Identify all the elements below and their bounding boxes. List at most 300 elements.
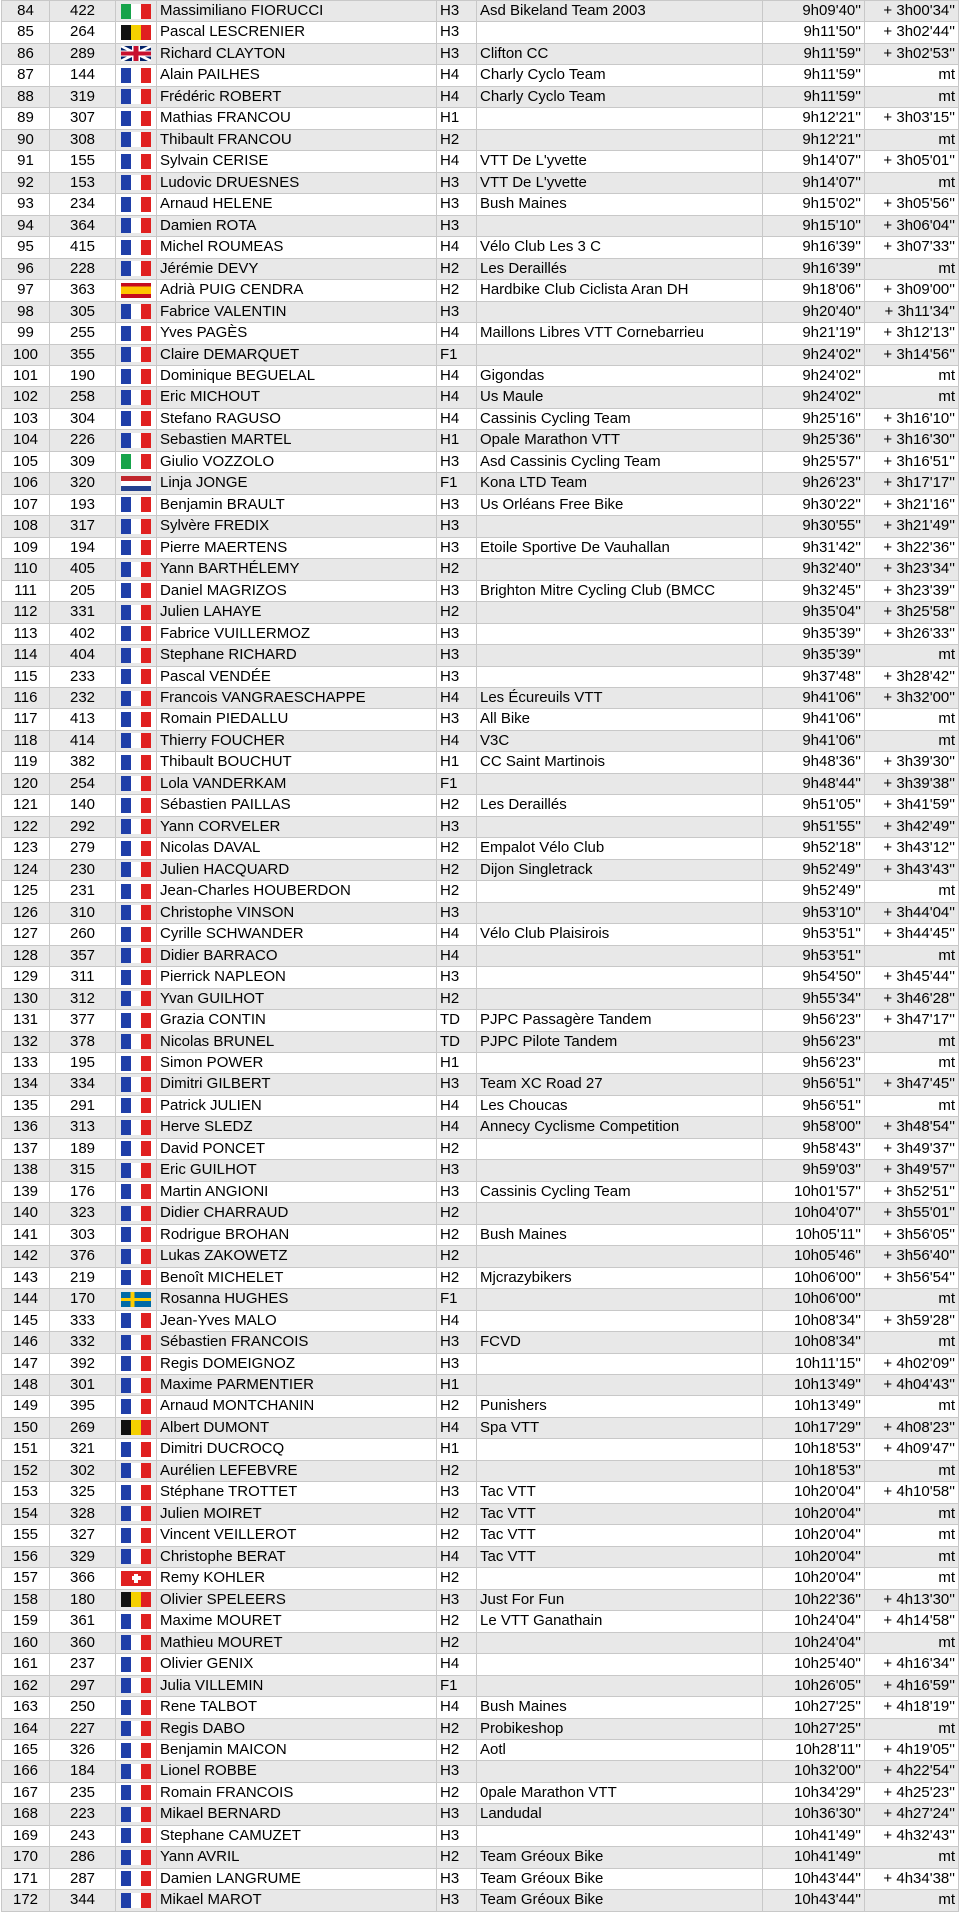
table-row [2,301,959,322]
rank-cell: 94 [2,215,50,236]
category-cell: H1 [437,1052,477,1073]
table-row [2,838,959,859]
table-row [2,108,959,129]
team-cell [477,22,763,43]
rider-name-cell: Thibault FRANCOU [157,129,437,150]
bib-cell: 297 [50,1675,116,1696]
rank-cell: 93 [2,194,50,215]
gap-cell: + 4h04'43'' [865,1375,959,1396]
category-cell: H3 [437,451,477,472]
time-cell: 9h11'59'' [763,43,865,64]
category-cell: H4 [437,945,477,966]
flag-fr-icon [121,1657,151,1672]
team-cell [477,1310,763,1331]
nationality-flag-cell [116,323,157,344]
bib-cell: 235 [50,1782,116,1803]
rider-name-cell: Pascal VENDÉE [157,666,437,687]
team-cell: VTT De L'yvette [477,172,763,193]
nationality-flag-cell [116,1804,157,1825]
rank-cell: 132 [2,1031,50,1052]
team-cell: Team Gréoux Bike [477,1890,763,1911]
rider-name-cell: Fabrice VALENTIN [157,301,437,322]
rank-cell: 168 [2,1804,50,1825]
table-row [2,559,959,580]
bib-cell: 415 [50,237,116,258]
bib-cell: 344 [50,1890,116,1911]
category-cell: F1 [437,1675,477,1696]
table-row [2,988,959,1009]
category-cell: H2 [437,1782,477,1803]
team-cell [477,1761,763,1782]
team-cell [477,666,763,687]
team-cell: Gigondas [477,365,763,386]
time-cell: 10h27'25'' [763,1697,865,1718]
time-cell: 9h25'16'' [763,408,865,429]
bib-cell: 363 [50,280,116,301]
rider-name-cell: Claire DEMARQUET [157,344,437,365]
time-cell: 9h14'07'' [763,151,865,172]
bib-cell: 357 [50,945,116,966]
bib-cell: 250 [50,1697,116,1718]
nationality-flag-cell [116,859,157,880]
flag-fr-icon [121,1506,151,1521]
flag-fr-icon [121,111,151,126]
category-cell: H4 [437,387,477,408]
rider-name-cell: Damien LANGRUME [157,1868,437,1889]
team-cell [477,1052,763,1073]
rider-name-cell: Dimitri GILBERT [157,1074,437,1095]
gap-cell: + 3h49'57'' [865,1160,959,1181]
bib-cell: 364 [50,215,116,236]
flag-fr-icon [121,369,151,384]
flag-fr-icon [121,1163,151,1178]
gap-cell: + 3h49'37'' [865,1138,959,1159]
category-cell: H2 [437,859,477,880]
flag-fr-icon [121,240,151,255]
bib-cell: 254 [50,773,116,794]
table-row [2,22,959,43]
team-cell: Aotl [477,1739,763,1760]
flag-fr-icon [121,1206,151,1221]
time-cell: 9h18'06'' [763,280,865,301]
team-cell [477,1568,763,1589]
time-cell: 9h30'22'' [763,494,865,515]
rank-cell: 117 [2,709,50,730]
team-cell: Empalot Vélo Club [477,838,763,859]
rider-name-cell: Martin ANGIONI [157,1181,437,1202]
gap-cell: + 3h41'59'' [865,795,959,816]
table-row [2,43,959,64]
rank-cell: 113 [2,623,50,644]
gap-cell: mt [865,172,959,193]
category-cell: H3 [437,709,477,730]
category-cell: H3 [437,43,477,64]
table-row [2,1718,959,1739]
flag-be-icon [121,1420,151,1435]
rank-cell: 118 [2,730,50,751]
nationality-flag-cell [116,924,157,945]
flag-fr-icon [121,68,151,83]
time-cell: 10h04'07'' [763,1203,865,1224]
gap-cell: + 3h55'01'' [865,1203,959,1224]
time-cell: 9h20'40'' [763,301,865,322]
team-cell: Bush Maines [477,194,763,215]
flag-fr-icon [121,755,151,770]
bib-cell: 328 [50,1503,116,1524]
team-cell: Les Deraillés [477,795,763,816]
rank-cell: 97 [2,280,50,301]
flag-fr-icon [121,712,151,727]
table-row [2,1782,959,1803]
gap-cell: + 3h25'58'' [865,602,959,623]
gap-cell: + 3h28'42'' [865,666,959,687]
gap-cell: mt [865,1460,959,1481]
time-cell: 9h56'51'' [763,1074,865,1095]
table-row [2,1632,959,1653]
team-cell [477,967,763,988]
bib-cell: 413 [50,709,116,730]
flag-fr-icon [121,1743,151,1758]
bib-cell: 307 [50,108,116,129]
flag-fr-icon [121,1700,151,1715]
rank-cell: 159 [2,1611,50,1632]
gap-cell: + 3h16'30'' [865,430,959,451]
gap-cell: + 4h18'19'' [865,1697,959,1718]
rider-name-cell: Yann AVRIL [157,1847,437,1868]
bib-cell: 305 [50,301,116,322]
table-row [2,237,959,258]
table-row [2,172,959,193]
bib-cell: 321 [50,1439,116,1460]
time-cell: 10h22'36'' [763,1589,865,1610]
category-cell: H2 [437,795,477,816]
nationality-flag-cell [116,65,157,86]
nationality-flag-cell [116,623,157,644]
team-cell: Charly Cyclo Team [477,65,763,86]
rider-name-cell: Giulio VOZZOLO [157,451,437,472]
gap-cell: + 4h08'23'' [865,1417,959,1438]
time-cell: 10h34'29'' [763,1782,865,1803]
time-cell: 10h41'49'' [763,1847,865,1868]
rider-name-cell: Arnaud HELENE [157,194,437,215]
nationality-flag-cell [116,301,157,322]
bib-cell: 323 [50,1203,116,1224]
nationality-flag-cell [116,1138,157,1159]
nationality-flag-cell [116,1,157,22]
team-cell: Bush Maines [477,1697,763,1718]
category-cell: H3 [437,494,477,515]
rider-name-cell: Rene TALBOT [157,1697,437,1718]
rank-cell: 115 [2,666,50,687]
flag-fr-icon [121,1678,151,1693]
bib-cell: 194 [50,537,116,558]
rider-name-cell: Arnaud MONTCHANIN [157,1396,437,1417]
nationality-flag-cell [116,344,157,365]
rider-name-cell: Nicolas BRUNEL [157,1031,437,1052]
table-row [2,730,959,751]
category-cell: H2 [437,1396,477,1417]
table-row [2,516,959,537]
rider-name-cell: Massimiliano FIORUCCI [157,1,437,22]
category-cell: H4 [437,408,477,429]
team-cell: Hardbike Club Ciclista Aran DH [477,280,763,301]
team-cell [477,1460,763,1481]
team-cell [477,108,763,129]
gap-cell: + 4h14'58'' [865,1611,959,1632]
nationality-flag-cell [116,494,157,515]
nationality-flag-cell [116,1482,157,1503]
nationality-flag-cell [116,902,157,923]
gap-cell: + 4h16'59'' [865,1675,959,1696]
flag-fr-icon [121,1141,151,1156]
time-cell: 9h24'02'' [763,387,865,408]
category-cell: H4 [437,730,477,751]
rider-name-cell: Linja JONGE [157,473,437,494]
team-cell: FCVD [477,1332,763,1353]
time-cell: 9h32'40'' [763,559,865,580]
time-cell: 9h09'40'' [763,1,865,22]
nationality-flag-cell [116,580,157,601]
bib-cell: 309 [50,451,116,472]
team-cell: V3C [477,730,763,751]
category-cell: H3 [437,1160,477,1181]
gap-cell: mt [865,1396,959,1417]
rank-cell: 106 [2,473,50,494]
rank-cell: 146 [2,1332,50,1353]
table-row [2,902,959,923]
nationality-flag-cell [116,1632,157,1653]
rider-name-cell: Yann BARTHÉLEMY [157,559,437,580]
category-cell: H2 [437,602,477,623]
table-row [2,752,959,773]
gap-cell: + 3h05'01'' [865,151,959,172]
bib-cell: 303 [50,1224,116,1245]
flag-fr-icon [121,1807,151,1822]
nationality-flag-cell [116,1589,157,1610]
rank-cell: 157 [2,1568,50,1589]
bib-cell: 304 [50,408,116,429]
table-row [2,1375,959,1396]
flag-fr-icon [121,411,151,426]
rider-name-cell: Michel ROUMEAS [157,237,437,258]
team-cell: Le VTT Ganathain [477,1611,763,1632]
category-cell: H1 [437,752,477,773]
time-cell: 10h32'00'' [763,1761,865,1782]
bib-cell: 327 [50,1525,116,1546]
rider-name-cell: Julien HACQUARD [157,859,437,880]
flag-nl-icon [121,476,151,491]
time-cell: 9h24'02'' [763,344,865,365]
nationality-flag-cell [116,365,157,386]
flag-fr-icon [121,562,151,577]
nationality-flag-cell [116,1375,157,1396]
time-cell: 9h16'39'' [763,258,865,279]
rider-name-cell: Grazia CONTIN [157,1010,437,1031]
nationality-flag-cell [116,108,157,129]
gap-cell: + 3h56'54'' [865,1267,959,1288]
bib-cell: 231 [50,881,116,902]
bib-cell: 140 [50,795,116,816]
gap-cell: mt [865,365,959,386]
flag-fr-icon [121,1528,151,1543]
category-cell: H3 [437,645,477,666]
nationality-flag-cell [116,1718,157,1739]
bib-cell: 382 [50,752,116,773]
rank-cell: 134 [2,1074,50,1095]
team-cell [477,623,763,644]
flag-fr-icon [121,326,151,341]
category-cell: H4 [437,1697,477,1718]
time-cell: 10h20'04'' [763,1503,865,1524]
rank-cell: 119 [2,752,50,773]
rank-cell: 123 [2,838,50,859]
category-cell: H4 [437,1546,477,1567]
nationality-flag-cell [116,237,157,258]
table-row [2,1031,959,1052]
gap-cell: + 3h16'10'' [865,408,959,429]
table-row [2,408,959,429]
rank-cell: 103 [2,408,50,429]
team-cell [477,1160,763,1181]
nationality-flag-cell [116,645,157,666]
nationality-flag-cell [116,22,157,43]
category-cell: H3 [437,1804,477,1825]
time-cell: 9h58'43'' [763,1138,865,1159]
team-cell [477,773,763,794]
rank-cell: 144 [2,1289,50,1310]
table-row [2,1761,959,1782]
category-cell: H3 [437,1868,477,1889]
rank-cell: 149 [2,1396,50,1417]
rank-cell: 104 [2,430,50,451]
team-cell: Cassinis Cycling Team [477,408,763,429]
rider-name-cell: Yvan GUILHOT [157,988,437,1009]
flag-fr-icon [121,1828,151,1843]
bib-cell: 360 [50,1632,116,1653]
gap-cell: mt [865,645,959,666]
bib-cell: 234 [50,194,116,215]
nationality-flag-cell [116,43,157,64]
gap-cell: + 3h47'45'' [865,1074,959,1095]
gap-cell: mt [865,730,959,751]
team-cell: Landudal [477,1804,763,1825]
table-row [2,1310,959,1331]
rider-name-cell: Didier BARRACO [157,945,437,966]
team-cell: Tac VTT [477,1525,763,1546]
team-cell [477,902,763,923]
table-row [2,151,959,172]
gap-cell: + 3h39'30'' [865,752,959,773]
gap-cell: + 3h59'28'' [865,1310,959,1331]
nationality-flag-cell [116,559,157,580]
rider-name-cell: Herve SLEDZ [157,1117,437,1138]
gap-cell: + 3h06'04'' [865,215,959,236]
flag-fr-icon [121,1098,151,1113]
gap-cell: + 3h47'17'' [865,1010,959,1031]
rider-name-cell: Benoît MICHELET [157,1267,437,1288]
time-cell: 9h56'51'' [763,1095,865,1116]
table-row [2,1117,959,1138]
table-row [2,215,959,236]
bib-cell: 404 [50,645,116,666]
category-cell: H4 [437,1117,477,1138]
rider-name-cell: Benjamin MAICON [157,1739,437,1760]
rider-name-cell: Albert DUMONT [157,1417,437,1438]
rank-cell: 107 [2,494,50,515]
nationality-flag-cell [116,1160,157,1181]
bib-cell: 144 [50,65,116,86]
bib-cell: 392 [50,1353,116,1374]
flag-fr-icon [121,261,151,276]
time-cell: 9h16'39'' [763,237,865,258]
rank-cell: 137 [2,1138,50,1159]
nationality-flag-cell [116,838,157,859]
rank-cell: 109 [2,537,50,558]
nationality-flag-cell [116,1761,157,1782]
table-row [2,430,959,451]
category-cell: H3 [437,1332,477,1353]
time-cell: 10h25'40'' [763,1654,865,1675]
bib-cell: 332 [50,1332,116,1353]
bib-cell: 325 [50,1482,116,1503]
time-cell: 9h56'23'' [763,1031,865,1052]
rank-cell: 165 [2,1739,50,1760]
rider-name-cell: Sébastien FRANCOIS [157,1332,437,1353]
table-row [2,65,959,86]
category-cell: H2 [437,988,477,1009]
category-cell: H3 [437,1074,477,1095]
team-cell [477,816,763,837]
team-cell [477,215,763,236]
table-row [2,924,959,945]
gap-cell: + 3h07'33'' [865,237,959,258]
team-cell: Charly Cyclo Team [477,86,763,107]
rider-name-cell: Yves PAGÈS [157,323,437,344]
time-cell: 9h31'42'' [763,537,865,558]
team-cell: PJPC Pilote Tandem [477,1031,763,1052]
rank-cell: 99 [2,323,50,344]
flag-gb-icon [121,46,151,61]
gap-cell: + 3h17'17'' [865,473,959,494]
rank-cell: 96 [2,258,50,279]
flag-fr-icon [121,1313,151,1328]
gap-cell: mt [865,1568,959,1589]
bib-cell: 311 [50,967,116,988]
rank-cell: 152 [2,1460,50,1481]
table-row [2,602,959,623]
gap-cell: mt [865,1052,959,1073]
time-cell: 9h15'10'' [763,215,865,236]
nationality-flag-cell [116,258,157,279]
table-row [2,1332,959,1353]
results-body [2,1,959,1912]
nationality-flag-cell [116,988,157,1009]
team-cell [477,1375,763,1396]
category-cell: H4 [437,86,477,107]
gap-cell: + 4h16'34'' [865,1654,959,1675]
time-cell: 9h53'10'' [763,902,865,923]
table-row [2,344,959,365]
bib-cell: 230 [50,859,116,880]
category-cell: F1 [437,773,477,794]
table-row [2,881,959,902]
time-cell: 10h18'53'' [763,1460,865,1481]
nationality-flag-cell [116,1289,157,1310]
gap-cell: mt [865,1289,959,1310]
gap-cell: + 3h02'53'' [865,43,959,64]
rank-cell: 126 [2,902,50,923]
team-cell: Opale Marathon VTT [477,430,763,451]
